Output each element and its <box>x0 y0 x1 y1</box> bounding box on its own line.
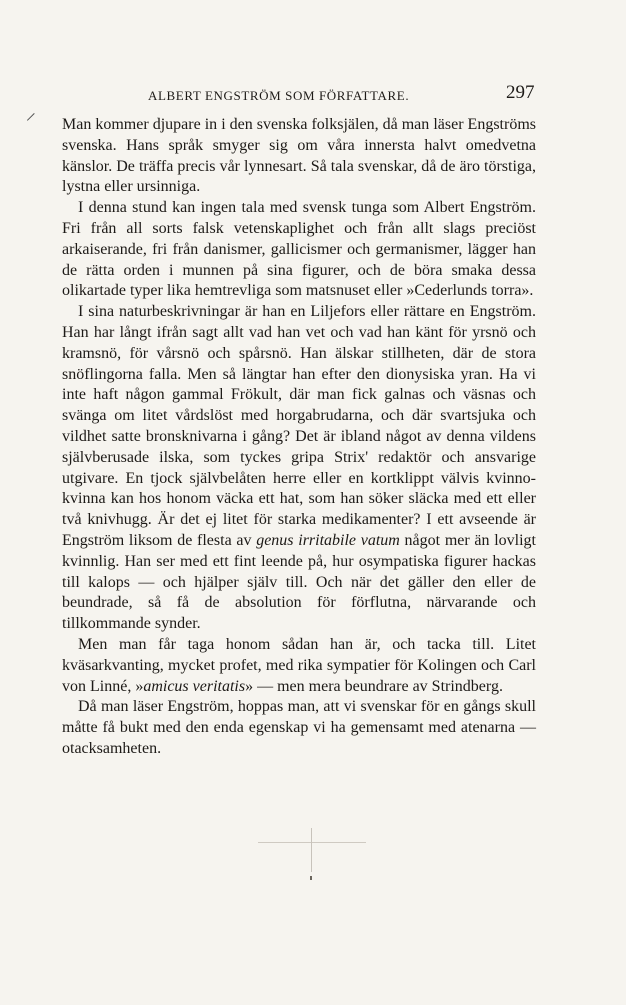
paragraph <box>62 635 536 697</box>
running-head: ALBERT ENGSTRÖM SOM FÖRFATTARE. <box>148 88 410 103</box>
text-run: I denna stund kan ingen tala med svensk tunga som Albert Engström. Fri från all sorts falsk vetenskaplighet och från allt slags preciöst arkaiserande, fri från danismer, gallicismer och germanismer, lägger han de rätta orden i munnen på sina figurer, och de böra smaka dessa olikartade typer lika hemtrevliga som matsnuset eller »Cederlunds torra». <box>62 199 536 300</box>
text-run: Men man får taga honom sådan han är, och tacka till. Litet kväsarkvanting, mycket profet, med rika sympatier för Kolingen och Carl von Linné, » <box>62 635 536 695</box>
italic-phrase: genus irritabile vatum <box>256 531 400 549</box>
paragraph <box>62 115 536 198</box>
paragraph <box>62 302 536 635</box>
text-run: » — men mera beundrare av Strindberg. <box>245 677 503 695</box>
end-ornament-vertical <box>311 828 312 872</box>
paragraph <box>62 198 536 302</box>
text-run: Då man läser Engström, hoppas man, att vi svenskar för en gångs skull måtte få bukt med den enda egenskap vi ha gemensamt med atenarna — otacksamheten. <box>62 698 536 757</box>
text-run: Man kommer djupare in i den svenska folksjälen, då man läser Engströms svenska. Hans språk smyger sig om våra innersta halvt omedvetna känslor. De träffa precis vår lynnesart. Så tala svenskar, då de äro törstiga, lystna eller ursinniga. <box>62 116 536 196</box>
page-number: 297 <box>506 82 535 103</box>
paragraph <box>62 697 536 759</box>
text-run: I sina naturbeskrivningar är han en Liljefors eller rättare en Engström. Han har långt ifrån sagt allt vad han vet och vad han känt för yrsnö och kramsnö, för vårsnö och spårsnö. Han älskar stillheten, där de stora snöflingorna falla. Men så längtar han efter den dionysiska yran. Ha vi inte haft någon gammal Frökult, där man fick galnas och väsnas och svänga om litet vårdslöst med horgabrudarna, och där svartsjuka och vildhet satte bronsknivarna i gång? Det är ibland något av denna vildens självberusade ilska, som tyckes gripa Strix' redaktör och ansvarige utgivare. En tjock självbelåten herre eller en kortklippt välvis kvinno-kvinna kan hos honom väcka ett hat, som han söker släcka med ett eller två knivhugg. Är det ej litet för starka medikamenter? I ett avseende är Engström liksom de flesta av <box>62 303 536 549</box>
body-text <box>62 115 536 760</box>
text-run: något mer än lovligt kvinnlig. Han ser med ett fint leende på, hur osympatiska figurer hackas till kalops — och hjälper själv till. Och när det gäller den eller de beundrade, så få de absolution för förflutna, närvarande och tillkommande synder. <box>62 531 536 633</box>
end-ornament-horizontal <box>258 842 366 843</box>
margin-pencil-mark <box>27 113 42 128</box>
italic-phrase: amicus veritatis <box>143 677 246 695</box>
end-ornament-dot <box>310 876 312 880</box>
